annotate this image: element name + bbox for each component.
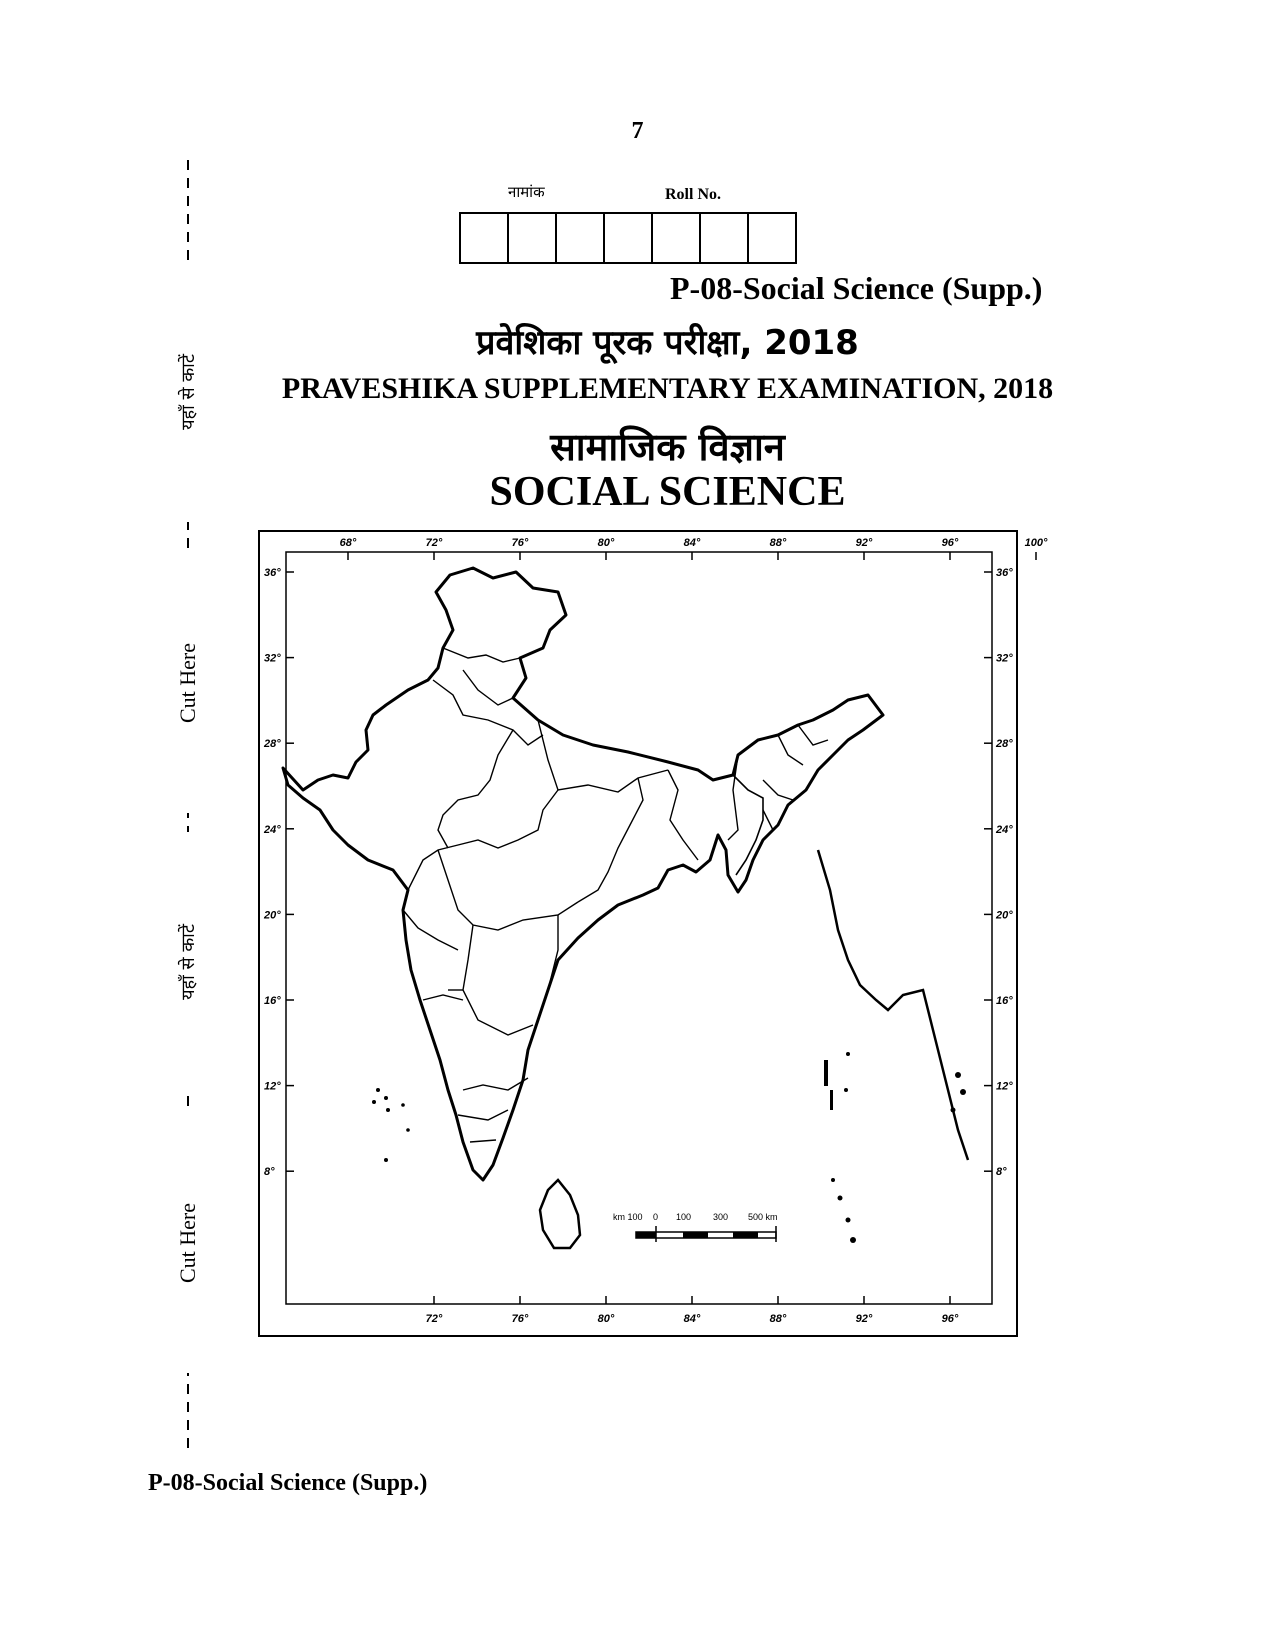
- roll-digit-box[interactable]: [749, 214, 795, 262]
- island-dots: [372, 1052, 966, 1243]
- map-labels: [263, 537, 1048, 1325]
- roll-label-english: Roll No.: [665, 186, 721, 203]
- sri-lanka-outline: [540, 1180, 580, 1248]
- bottom-longitude-label: 96°: [941, 1313, 959, 1325]
- map-inner-frame: [286, 552, 992, 1304]
- right-latitude-label: 20°: [996, 909, 1013, 922]
- exam-title-english: PRAVESHIKA SUPPLEMENTARY EXAMINATION, 2018: [281, 372, 1054, 405]
- top-longitude-label: 100°: [1024, 537, 1048, 549]
- bottom-longitude-label: 88°: [769, 1313, 787, 1325]
- bottom-longitude-label: 72°: [425, 1313, 443, 1325]
- right-latitude-label: 36°: [996, 567, 1013, 579]
- state-boundaries: [403, 648, 828, 1142]
- roll-digit-box[interactable]: [509, 214, 557, 262]
- roll-digit-box[interactable]: [605, 214, 653, 262]
- scale-label: 300: [713, 1212, 729, 1222]
- subject-english: SOCIAL SCIENCE: [489, 469, 846, 515]
- roll-digit-box[interactable]: [653, 214, 701, 262]
- left-latitude-label: 16°: [264, 995, 281, 1007]
- right-latitude-label: 12°: [996, 1080, 1013, 1093]
- bottom-longitude-label: 80°: [597, 1313, 615, 1325]
- map-svg: [258, 530, 1048, 1337]
- bottom-longitude-label: 76°: [511, 1313, 529, 1325]
- top-longitude-label: 76°: [511, 537, 529, 549]
- exam-title-hindi: प्रवेशिका पूरक परीक्षा, 2018: [476, 323, 859, 363]
- cut-mark-hindi-1: यहाँ से काटें: [176, 262, 200, 522]
- cut-mark-english-2: Cut Here: [175, 1113, 201, 1373]
- right-latitude-label: 16°: [996, 995, 1013, 1007]
- top-longitude-label: 80°: [597, 537, 615, 549]
- scale-label: 100: [676, 1212, 692, 1222]
- subject-hindi: सामाजिक विज्ञान: [550, 425, 785, 469]
- scale-label: km 100: [613, 1212, 643, 1222]
- myanmar-coast: [818, 850, 968, 1160]
- left-latitude-label: 12°: [264, 1080, 281, 1093]
- right-latitude-label: 28°: [996, 738, 1013, 751]
- left-latitude-label: 20°: [264, 909, 281, 922]
- left-latitude-label: 24°: [264, 823, 281, 836]
- bottom-longitude-label: 84°: [683, 1313, 701, 1325]
- right-latitude-label: 8°: [996, 1166, 1007, 1179]
- map-ticks: [286, 552, 1036, 1304]
- scale-label: 500 km: [748, 1212, 778, 1222]
- top-longitude-label: 72°: [425, 537, 443, 549]
- scale-bar: [613, 1212, 778, 1242]
- scale-label: 0: [653, 1212, 659, 1222]
- roll-digit-box[interactable]: [557, 214, 605, 262]
- cut-mark-english-1: Cut Here: [175, 553, 201, 813]
- bottom-longitude-label: 92°: [855, 1313, 873, 1325]
- footer-paper-code: P-08-Social Science (Supp.): [148, 1470, 428, 1496]
- page-number: 7: [631, 118, 644, 144]
- top-longitude-label: 88°: [769, 537, 787, 549]
- roll-number-boxes: [459, 212, 797, 264]
- india-outline: [283, 568, 883, 1180]
- right-latitude-label: 24°: [996, 823, 1013, 836]
- left-latitude-label: 8°: [264, 1166, 275, 1179]
- left-latitude-label: 32°: [264, 652, 281, 665]
- cut-mark-hindi-2: यहाँ से काटें: [176, 832, 200, 1092]
- roll-label-hindi: नामांक: [508, 183, 545, 201]
- top-longitude-label: 92°: [855, 537, 873, 549]
- left-latitude-label: 36°: [264, 567, 281, 579]
- top-longitude-label: 68°: [339, 537, 357, 549]
- left-latitude-label: 28°: [264, 738, 281, 751]
- roll-digit-box[interactable]: [701, 214, 749, 262]
- top-longitude-label: 84°: [683, 537, 701, 549]
- paper-code: P-08-Social Science (Supp.): [670, 270, 1043, 306]
- roll-digit-box[interactable]: [461, 214, 509, 262]
- right-latitude-label: 32°: [996, 652, 1013, 665]
- top-longitude-label: 96°: [941, 537, 959, 549]
- india-outline-map: [258, 530, 1048, 1337]
